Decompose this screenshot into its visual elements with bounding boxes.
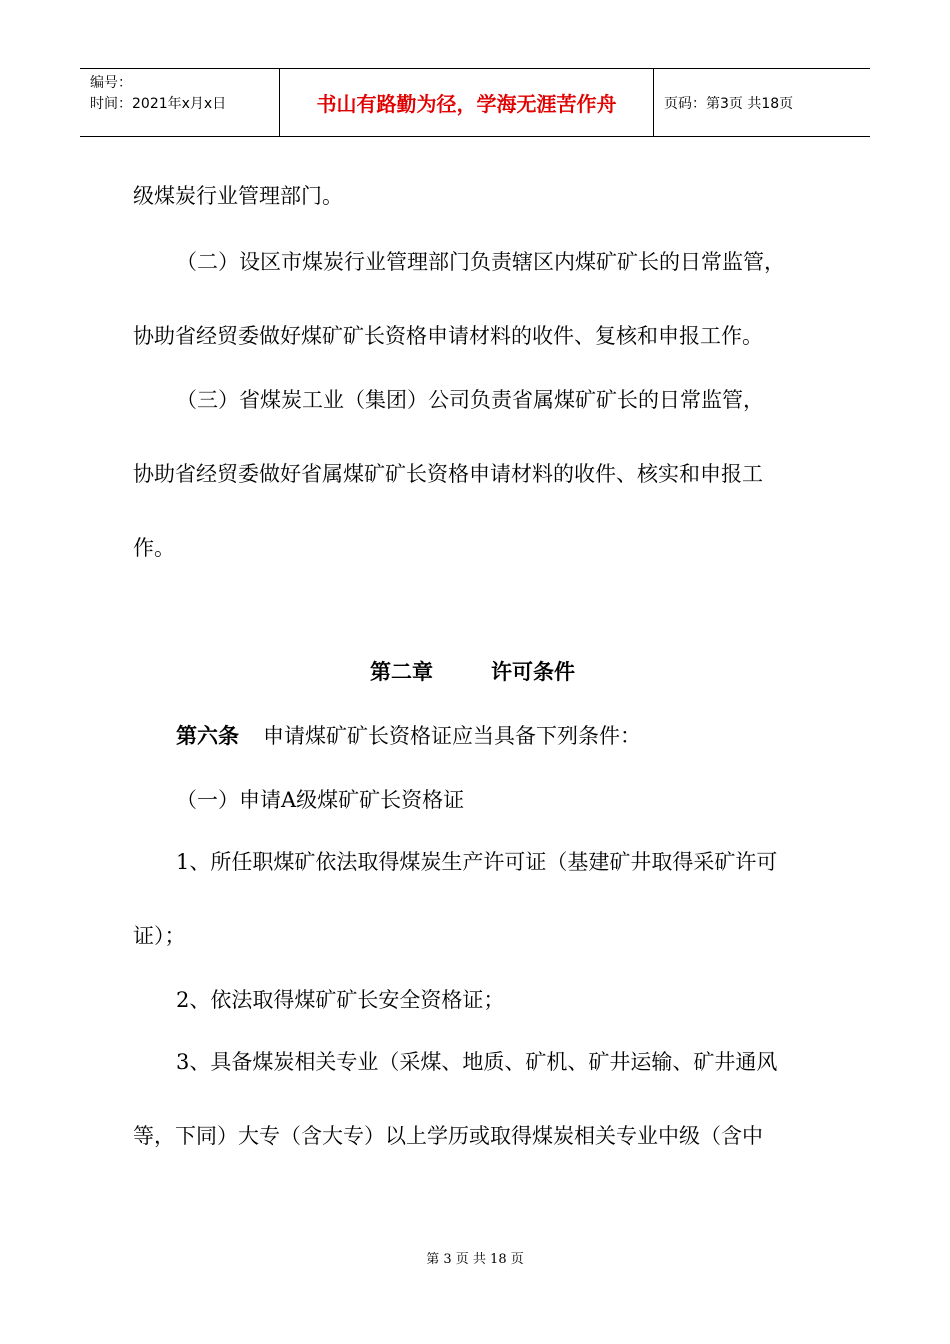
body-line: （一）申请A级煤矿矿长资格证	[176, 788, 465, 812]
body-line: 3、具备煤炭相关专业（采煤、地质、矿机、矿井运输、矿井通风	[176, 1050, 778, 1074]
article-text: 申请煤矿矿长资格证应当具备下列条件：	[263, 724, 641, 748]
number-label: 编号：	[90, 75, 132, 91]
chapter-title: 许可条件	[491, 660, 575, 684]
body-line: 协助省经贸委做好煤矿矿长资格申请材料的收件、复核和申报工作。	[133, 324, 763, 348]
body-line: 协助省经贸委做好省属煤矿矿长资格申请材料的收件、核实和申报工	[133, 462, 763, 486]
body-line: （二）设区市煤炭行业管理部门负责辖区内煤矿矿长的日常监管，	[176, 250, 785, 274]
body-line: （三）省煤炭工业（集团）公司负责省属煤矿矿长的日常监管，	[176, 388, 764, 412]
header-meta	[80, 69, 280, 136]
chapter-number: 第二章	[370, 660, 433, 684]
header-motto: 书山有路勤为径，学海无涯苦作舟	[280, 69, 654, 136]
chapter-heading	[370, 656, 575, 686]
body-line: 等，下同）大专（含大专）以上学历或取得煤炭相关专业中级（含中	[133, 1124, 763, 1148]
body-line: 1、所任职煤矿依法取得煤炭生产许可证（基建矿井取得采矿许可	[176, 850, 778, 874]
page-footer: 第 3 页 共 18 页	[426, 1252, 524, 1267]
article-label: 第六条	[176, 724, 239, 748]
page-header	[80, 68, 870, 137]
date-label: 时间：2021年x月x日	[90, 96, 227, 112]
body-line: 作。	[133, 536, 175, 560]
body-line: 证）；	[133, 924, 186, 948]
body-line: 级煤炭行业管理部门。	[133, 184, 343, 208]
article-line	[176, 720, 641, 750]
body-line: 2、依法取得煤矿矿长安全资格证；	[176, 988, 505, 1012]
header-page-info: 页码：第3页 共18页	[664, 95, 794, 112]
